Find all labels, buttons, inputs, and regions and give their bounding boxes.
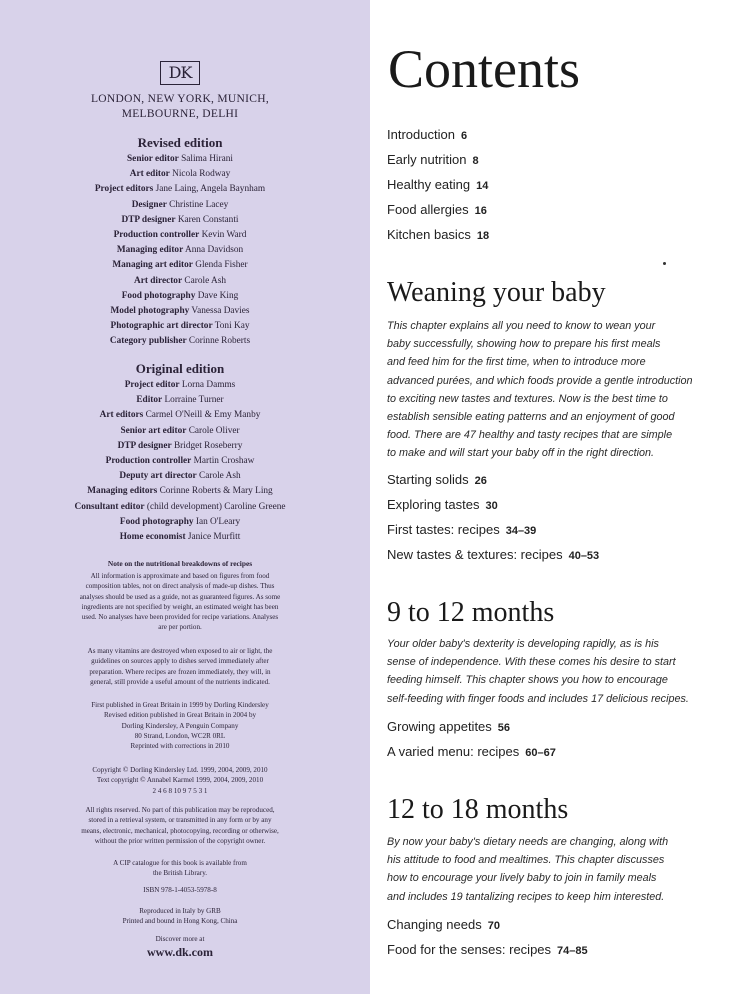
credit-role: Model photography: [110, 306, 190, 317]
cities-line: LONDON, NEW YORK, MUNICH,: [90, 93, 270, 105]
desc-line: how to encourage your lively baby to join in family meals: [387, 872, 657, 885]
credit-role: Food photography: [119, 516, 194, 527]
credit-role: Senior art editor: [120, 425, 187, 436]
credit-name: Carole Ash: [184, 275, 226, 286]
credit-role: Category publisher: [109, 336, 187, 347]
credit-row: [20, 258, 340, 273]
credit-row: [20, 469, 340, 484]
page-title: Contents: [388, 39, 581, 99]
credit-row: [20, 243, 340, 258]
credit-row: [20, 439, 340, 454]
credit-row: [20, 198, 340, 213]
discover-more: [28, 934, 332, 944]
toc-entry[interactable]: [387, 147, 489, 172]
toc-page-number: 26: [474, 475, 487, 487]
speck-mark: [663, 262, 666, 265]
credit-row: [20, 424, 340, 439]
credit-role: Deputy art director: [119, 471, 197, 482]
credit-role: Photographic art director: [110, 321, 213, 332]
publisher-cities: [40, 92, 320, 122]
text-line: Text copyright © Annabel Karmel 1999, 2004, 2009, 2010: [96, 776, 264, 785]
publication-paragraph: [28, 700, 332, 751]
toc-page-number: 8: [472, 155, 479, 167]
credit-row: [20, 228, 340, 243]
text-line: used. No analyses have been provided for recipe variations. Analyses: [81, 613, 279, 622]
toc-label: Changing needs: [387, 917, 482, 932]
section-desc-12-18: [387, 833, 717, 906]
text-line: analyses should be used as a guide, not as guaranteed figures. As some: [79, 592, 281, 601]
isbn: [28, 885, 332, 895]
desc-line: establish sensible eating patterns and an enjoyment of good: [387, 411, 675, 424]
desc-line: By now your baby's dietary needs are changing, along with: [387, 836, 669, 848]
text-line: All rights reserved. No part of this publication may be reproduced,: [85, 806, 275, 814]
credit-role: Production controller: [113, 230, 200, 241]
vitamins-paragraph: [28, 646, 332, 687]
text-line: without the prior written permission of the copyright owner.: [94, 836, 266, 845]
text-line: Reproduced in Italy by GRB: [139, 907, 221, 915]
text-line: Printed and bound in Hong Kong, China: [122, 917, 238, 926]
credit-role: Senior editor: [127, 154, 179, 164]
credit-role: Managing editor: [116, 245, 184, 256]
text-line: First published in Great Britain in 1999 by Dorling Kindersley: [91, 701, 269, 709]
section-title-weaning: Weaning your baby: [387, 277, 606, 308]
toc-label: A varied menu: recipes: [387, 744, 520, 759]
credit-role: Project editor: [124, 380, 180, 390]
revised-edition-title: Revised edition: [137, 135, 223, 150]
toc-page-number: 16: [474, 205, 487, 217]
text-line: guidelines on sources apply to dishes served immediately after: [91, 657, 269, 666]
credit-row: [20, 334, 340, 349]
toc-page-number: 6: [460, 130, 468, 142]
credit-role: DTP designer: [121, 214, 176, 225]
credit-role: Consultant editor: [74, 501, 145, 512]
text-line: preparation. Where recipes are frozen immediately, they will, in: [89, 667, 271, 676]
toc-page-number: 40–53: [568, 550, 600, 562]
credit-name: Lorna Damms: [181, 380, 236, 390]
credit-name: Glenda Fisher: [195, 260, 248, 271]
credit-row: [20, 167, 340, 182]
desc-line: feeding himself. This chapter shows you how to encourage: [387, 674, 668, 687]
text-line: Copyright © Dorling Kindersley Ltd. 1999, 2004, 2009, 2010: [92, 766, 268, 774]
credit-name: Toni Kay: [214, 321, 250, 332]
toc-entry[interactable]: [387, 172, 489, 197]
cip-paragraph: [28, 858, 332, 879]
toc-entry[interactable]: [387, 714, 556, 739]
desc-line: his attitude to food and mealtimes. This chapter discusses: [387, 854, 665, 867]
credit-name: Carole Oliver: [188, 425, 240, 436]
credit-name: Nicola Rodway: [172, 169, 231, 180]
credit-row: [20, 274, 340, 289]
credit-role: Project editors: [94, 184, 154, 195]
credit-name: Karen Constanti: [177, 214, 239, 225]
contents-panel: [370, 0, 732, 994]
toc-intro-list: [387, 122, 489, 247]
text-line: means, electronic, mechanical, photocopying, recording or otherwise,: [81, 826, 279, 835]
toc-entry[interactable]: [387, 467, 599, 492]
desc-line: advanced purées, and which foods provide a gentle introduction: [387, 374, 693, 387]
credit-name: Carmel O'Neill & Emy Manby: [145, 410, 261, 421]
text-line: are per portion.: [158, 623, 202, 632]
text-line: general, still provide a useful amount of the nutrients indicated.: [90, 677, 270, 686]
copyright-paragraph: [28, 765, 332, 796]
cities-line: MELBOURNE, DELHI: [121, 108, 239, 120]
toc-page-number: 70: [487, 920, 500, 932]
credit-name: Jane Laing, Angela Baynham: [155, 184, 266, 195]
credit-name: Lorraine Turner: [164, 395, 224, 406]
credit-role: Art director: [133, 275, 183, 286]
desc-line: self-feeding with finger foods and includes 17 delicious recipes.: [387, 692, 689, 705]
website-link[interactable]: www.dk.com: [146, 945, 213, 959]
credit-row: [20, 152, 340, 167]
credit-role: Production controller: [105, 456, 192, 467]
desc-line: sense of independence. With these comes his desire to start: [387, 656, 676, 669]
toc-label: Starting solids: [387, 472, 469, 487]
text-line: the British Library.: [152, 869, 208, 878]
text-line: ingredients are not specified by weight, an estimated weight has been: [81, 602, 279, 611]
credit-name: Carole Ash: [199, 471, 241, 482]
credit-role: Art editor: [129, 169, 170, 180]
toc-12-18-list: [387, 912, 588, 962]
desc-line: to make and will start your baby off in the right direction.: [387, 447, 655, 460]
toc-label: New tastes & textures: recipes: [387, 547, 563, 562]
dk-logo: DK: [160, 61, 200, 85]
credit-name: Janice Murfitt: [187, 532, 241, 543]
text-line: All information is approximate and based on figures from food: [90, 572, 270, 580]
credit-name: Anna Davidson: [185, 245, 244, 256]
credit-role: DTP designer: [117, 440, 172, 451]
credit-row: [20, 213, 340, 228]
credit-name: Corinne Roberts: [188, 336, 251, 347]
section-title-9-12: 9 to 12 months: [387, 597, 555, 628]
toc-label: Healthy eating: [387, 177, 471, 192]
rights-paragraph: [28, 805, 332, 846]
nutrition-note-title: Note on the nutritional breakdowns of recipes: [107, 559, 253, 568]
text-line: A CIP catalogue for this book is available from: [113, 859, 247, 867]
credit-name: Bridget Roseberry: [173, 440, 243, 451]
credit-name: Martin Croshaw: [193, 456, 255, 467]
toc-entry[interactable]: [387, 937, 588, 962]
credit-row: [20, 500, 340, 515]
text-line: ISBN 978-1-4053-5978-8: [143, 886, 217, 894]
credit-role: Editor: [136, 395, 163, 406]
credit-role: Home economist: [119, 532, 186, 543]
desc-line: food. There are 47 healthy and tasty recipes that are simple: [387, 429, 673, 442]
desc-line: and includes 19 tantalizing recipes to keep him interested.: [387, 890, 665, 903]
toc-entry[interactable]: [387, 542, 599, 567]
original-edition-title: Original edition: [135, 361, 225, 376]
toc-entry[interactable]: [387, 517, 599, 542]
toc-page-number: 74–85: [557, 945, 588, 957]
text-line: 2 4 6 8 10 9 7 5 3 1: [152, 786, 208, 795]
credit-name: Kevin Ward: [201, 230, 247, 241]
toc-page-number: 34–39: [505, 525, 537, 537]
credit-row: [20, 515, 340, 530]
text-line: stored in a retrieval system, or transmitted in any form or by any: [88, 816, 272, 825]
toc-entry[interactable]: [387, 222, 489, 247]
toc-label: First tastes: recipes: [387, 522, 500, 537]
toc-label: Food for the senses: recipes: [387, 942, 552, 957]
nutrition-note-paragraph: [28, 571, 332, 633]
text-line: Discover more at: [155, 935, 205, 943]
toc-label: Introduction: [387, 127, 455, 142]
toc-entry[interactable]: [387, 739, 556, 764]
credit-row: [20, 289, 340, 304]
revised-credits: [20, 152, 340, 350]
toc-label: Early nutrition: [387, 152, 467, 167]
credit-row: [20, 182, 340, 197]
credit-role: Managing editors: [87, 486, 158, 497]
original-credits: [20, 378, 340, 545]
toc-entry[interactable]: [387, 122, 489, 147]
section-title-12-18: 12 to 18 months: [387, 794, 569, 825]
credit-name: Corinne Roberts & Mary Ling: [159, 486, 273, 497]
credit-name: Vanessa Davies: [191, 306, 250, 317]
section-desc-weaning: [387, 317, 717, 463]
text-line: Revised edition published in Great Britain in 2004 by: [103, 711, 257, 720]
toc-page-number: 56: [497, 722, 511, 734]
credit-name: Christine Lacey: [169, 199, 229, 210]
credit-role: Art editors: [99, 410, 144, 421]
toc-page-number: 60–67: [525, 747, 556, 759]
credit-name: Dave King: [197, 290, 239, 301]
section-desc-9-12: [387, 635, 717, 708]
toc-label: Kitchen basics: [387, 227, 471, 242]
credit-name: Salima Hirani: [181, 154, 233, 164]
toc-page-number: 18: [476, 230, 490, 242]
desc-line: and feed him for the first time, when to introduce more: [387, 356, 646, 369]
credit-row: [20, 319, 340, 334]
credit-role: Designer: [131, 199, 167, 210]
text-line: composition tables, not on direct analysis of made-up dishes. Thus: [85, 582, 275, 591]
desc-line: Your older baby's dexterity is developing rapidly, as is his: [387, 638, 659, 650]
text-line: Dorling Kindersley, A Penguin Company: [121, 721, 239, 730]
toc-page-number: 14: [476, 180, 489, 192]
desc-line: to exciting new tastes and textures. Now is the best time to: [387, 392, 668, 405]
toc-9-12-list: [387, 714, 556, 764]
credit-row: [20, 454, 340, 469]
credit-row: [20, 408, 340, 423]
credit-row: [20, 530, 340, 545]
credit-name: Ian O'Leary: [195, 516, 241, 527]
printing-paragraph: [28, 906, 332, 927]
credit-name: (child development) Caroline Greene: [146, 501, 286, 512]
desc-line: This chapter explains all you need to know to wean your: [387, 320, 656, 332]
credit-row: [20, 378, 340, 393]
credit-role: Food photography: [121, 290, 196, 301]
credit-row: [20, 304, 340, 319]
toc-entry[interactable]: [387, 492, 599, 517]
toc-label: Food allergies: [387, 202, 469, 217]
toc-label: Growing appetites: [387, 719, 492, 734]
toc-weaning-list: [387, 467, 599, 567]
credit-row: [20, 393, 340, 408]
toc-entry[interactable]: [387, 197, 489, 222]
desc-line: baby successfully, showing how to prepare his first meals: [387, 338, 661, 351]
toc-entry[interactable]: [387, 912, 588, 937]
text-line: 80 Strand, London, WC2R 0RL: [134, 731, 226, 740]
toc-label: Exploring tastes: [387, 497, 480, 512]
toc-page-number: 30: [485, 500, 498, 512]
credit-role: Managing art editor: [112, 260, 193, 271]
credit-row: [20, 484, 340, 499]
text-line: As many vitamins are destroyed when exposed to air or light, the: [87, 647, 273, 655]
text-line: Reprinted with corrections in 2010: [130, 742, 230, 751]
